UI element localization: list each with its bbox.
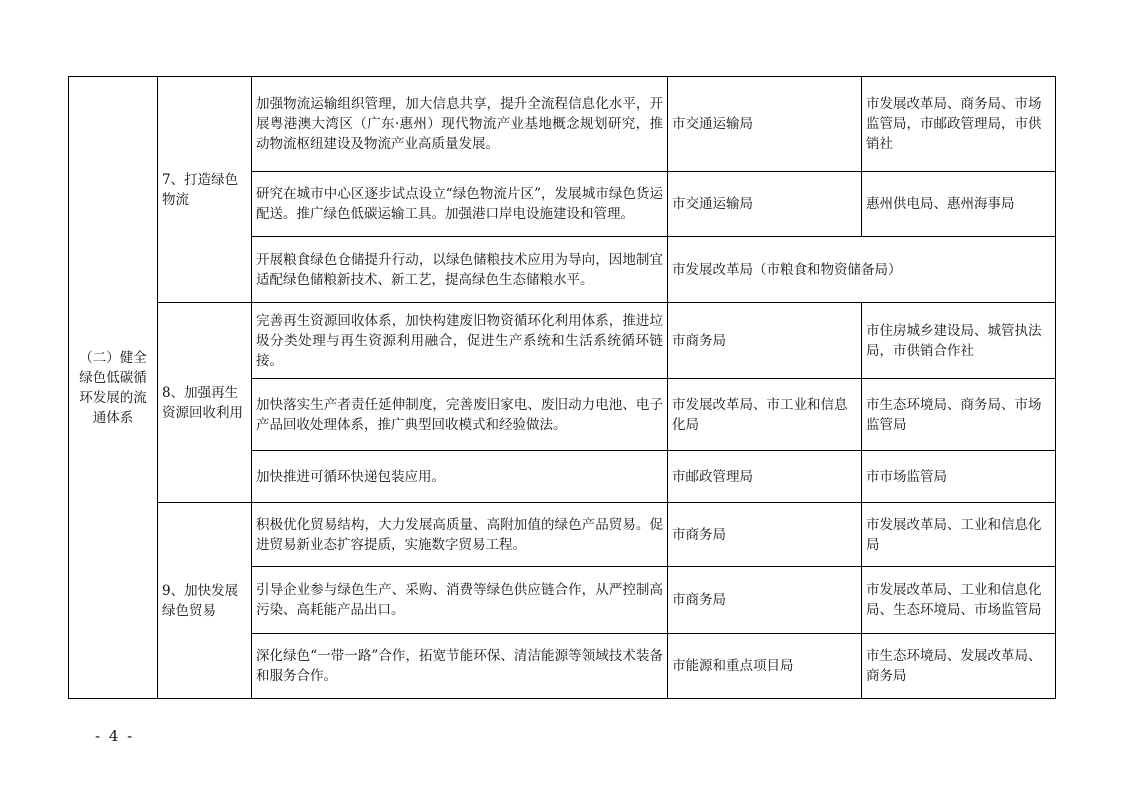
- support-unit-cell: 市市场监管局: [862, 451, 1056, 503]
- lead-unit-cell: 市商务局: [668, 503, 862, 567]
- task-cell: 研究在城市中心区逐步试点设立“绿色物流片区”，发展城市绿色货运配送。推广绿色低碳运输工具。加强港口岸电设施建设和管理。: [252, 172, 668, 237]
- support-unit-cell: 惠州供电局、惠州海事局: [862, 172, 1056, 237]
- task-cell: 加快推进可循环快递包装应用。: [252, 451, 668, 503]
- task-cell: 加快落实生产者责任延伸制度，完善废旧家电、废旧动力电池、电子产品回收处理体系，推广典型回收模式和经验做法。: [252, 379, 668, 451]
- lead-unit-cell: 市商务局: [668, 567, 862, 634]
- task-cell: 深化绿色“一带一路”合作，拓宽节能环保、清洁能源等领域技术装备和服务合作。: [252, 634, 668, 699]
- table-row: [69, 503, 1056, 567]
- lead-unit-cell: 市交通运输局: [668, 77, 862, 172]
- task-cell: 完善再生资源回收体系，加快构建废旧物资循环化利用体系，推进垃圾分类处理与再生资源利用融合，促进生产系统和生活系统循环链接。: [252, 303, 668, 379]
- table-row: [69, 303, 1056, 379]
- category-cell: （二）健全绿色低碳循环发展的流通体系: [69, 77, 158, 699]
- lead-unit-cell: 市发展改革局、市工业和信息化局: [668, 379, 862, 451]
- support-unit-cell: 市生态环境局、发展改革局、商务局: [862, 634, 1056, 699]
- table-row: [69, 77, 1056, 172]
- subcategory-cell: 9、加快发展绿色贸易: [158, 503, 252, 699]
- task-cell: 积极优化贸易结构，大力发展高质量、高附加值的绿色产品贸易。促进贸易新业态扩容提质，实施数字贸易工程。: [252, 503, 668, 567]
- subcategory-cell: 8、加强再生资源回收利用: [158, 303, 252, 503]
- task-cell: 引导企业参与绿色生产、采购、消费等绿色供应链合作，从严控制高污染、高耗能产品出口。: [252, 567, 668, 634]
- support-unit-cell: 市发展改革局、商务局、市场监管局，市邮政管理局，市供销社: [862, 77, 1056, 172]
- page-number: - 4 -: [95, 727, 135, 745]
- lead-unit-cell: 市商务局: [668, 303, 862, 379]
- support-unit-cell: 市发展改革局、工业和信息化局: [862, 503, 1056, 567]
- support-unit-cell: 市发展改革局、工业和信息化局、生态环境局、市场监管局: [862, 567, 1056, 634]
- lead-unit-cell: 市交通运输局: [668, 172, 862, 237]
- lead-unit-cell: 市发展改革局（市粮食和物资储备局）: [668, 237, 1056, 303]
- lead-unit-cell: 市邮政管理局: [668, 451, 862, 503]
- task-table: [68, 76, 1056, 699]
- lead-unit-cell: 市能源和重点项目局: [668, 634, 862, 699]
- support-unit-cell: 市住房城乡建设局、城管执法局，市供销合作社: [862, 303, 1056, 379]
- task-cell: 开展粮食绿色仓储提升行动，以绿色储粮技术应用为导向，因地制宜适配绿色储粮新技术、新工艺，提高绿色生态储粮水平。: [252, 237, 668, 303]
- task-cell: 加强物流运输组织管理，加大信息共享，提升全流程信息化水平，开展粤港澳大湾区（广东·惠州）现代物流产业基地概念规划研究，推动物流枢纽建设及物流产业高质量发展。: [252, 77, 668, 172]
- support-unit-cell: 市生态环境局、商务局、市场监管局: [862, 379, 1056, 451]
- subcategory-cell: 7、打造绿色物流: [158, 77, 252, 303]
